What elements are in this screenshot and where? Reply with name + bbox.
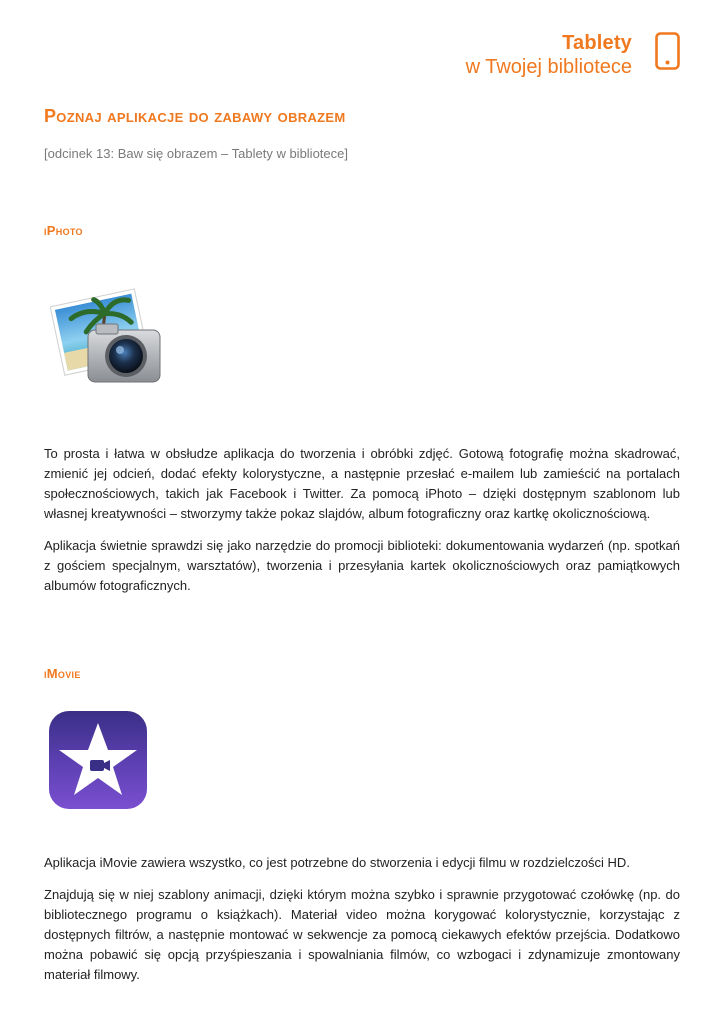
paragraph: Aplikacja iMovie zawiera wszystko, co jest potrzebne do stworzenia i edycji filmu w rozdzielczości HD. [44,855,630,870]
imovie-app-icon [48,710,148,810]
brand-logo [466,31,632,79]
section-body-iphoto [44,444,680,596]
section-heading-imovie: iMovie [44,666,81,681]
paragraph: Znajdują się w niej szablony animacji, dzięki którym można szybko i sprawnie przygotować czołówkę (np. do bibliotecznego programu o książkach). Materiał video można korygować kolorystycznie, korzystając z dostępnych filtrów, a następnie montować w sekwencje za pomocą ciekawych efektów przejścia. Dodatkowo można pobawić się opcją przyśpieszania i spowalniania filmów, co wzbogaci i zdynamizuje zmontowany materiał filmowy. [44,887,680,982]
tablet-icon [655,32,680,70]
brand-line-2: w Twojej bibliotece [465,56,632,78]
iphoto-app-icon [50,280,168,388]
section-heading-iphoto: iPhoto [44,223,83,238]
paragraph: Aplikacja świetnie sprawdzi się jako narzędzie do promocji biblioteki: dokumentowania wydarzeń (np. spotkań z gościem specjalnym, warsztatów), tworzenia i przesyłania kartek okolicznościowych oraz pamiątkowych albumów fotograficznych. [44,538,680,593]
section-body-imovie [44,853,680,985]
paragraph: To prosta i łatwa w obsłudze aplikacja do tworzenia i obróbki zdjęć. Gotową fotografię można skadrować, zmienić jej odcień, dodać efekty kolorystyczne, a następnie przesłać e-mailem lub zamieścić na portalach społecznościowych, takich jak Facebook i Twitter. Za pomocą iPhoto – dzięki dostępnym szablonom lub własnej kreatywności – stworzymy także pokaz slajdów, album fotograficzny oraz kartkę okolicznościową. [44,446,680,521]
page-title: Poznaj aplikacje do zabawy obrazem [44,106,346,126]
brand-line-1: Tablety [562,32,632,54]
page-subtitle: [odcinek 13: Baw się obrazem – Tablety w bibliotece] [44,146,348,161]
